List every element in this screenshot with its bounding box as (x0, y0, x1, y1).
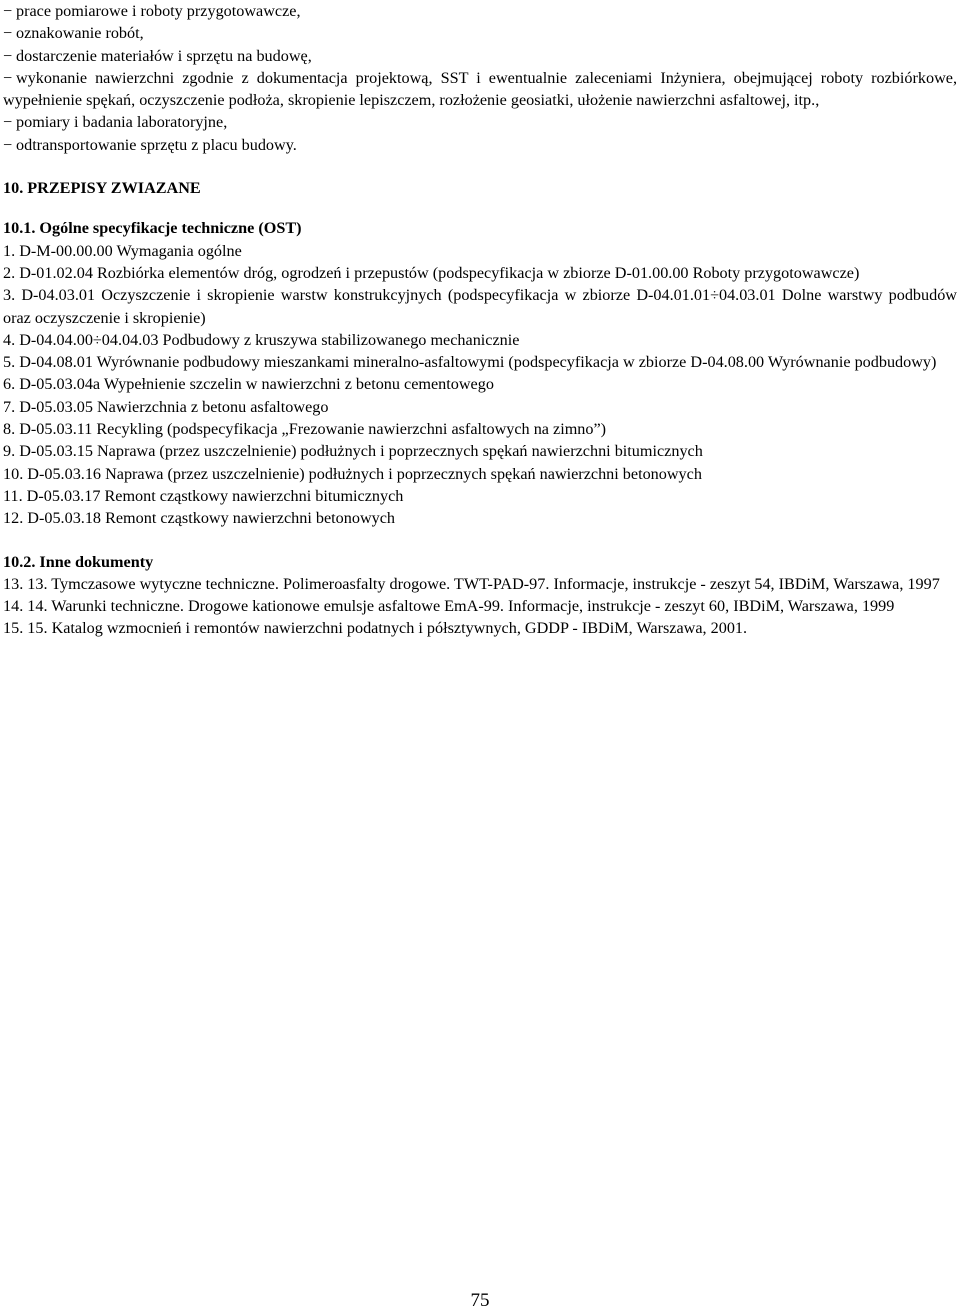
list-item (3, 67, 957, 112)
list-item (3, 111, 957, 133)
list-item (3, 45, 957, 67)
list-item-text: odtransportowanie sprzętu z placu budowy. (16, 135, 297, 154)
reference-item: 10. D-05.03.16 Naprawa (przez uszczelnienie) podłużnych i poprzecznych spękań nawierzchni betonowych (3, 464, 702, 483)
list-item-text: oznakowanie robót, (16, 24, 144, 43)
list-item-text: wykonanie nawierzchni zgodnie z dokumentacja projektową, SST i ewentualnie zaleceniami Inżyniera, obejmującej roboty rozbiórkowe, wypełnienie spękań, oczyszczenie podłoża, skropienie lepiszczem, rozłożenie geosiatki, ułożenie nawierzchni asfaltowej, itp., (3, 68, 957, 110)
reference-item: 7. D-05.03.05 Nawierzchnia z betonu asfaltowego (3, 397, 329, 416)
list-item-text: prace pomiarowe i roboty przygotowawcze, (16, 2, 301, 20)
reference-item: 6. D-05.03.04a Wypełnienie szczelin w nawierzchni z betonu cementowego (3, 375, 494, 394)
reference-item: 14. 14. Warunki techniczne. Drogowe kationowe emulsje asfaltowe EmA-99. Informacje, instrukcje - zeszyt 60, IBDiM, Warszawa, 1999 (3, 597, 895, 616)
reference-item: 2. D-01.02.04 Rozbiórka elementów dróg, ogrodzeń i przepustów (podspecyfikacja w zbiorze D-01.00.00 Roboty przygotowawcze) (3, 263, 860, 282)
reference-item: 4. D-04.04.00÷04.04.03 Podbudowy z kruszywa stabilizowanego mechanicznie (3, 330, 520, 349)
list-item (3, 22, 957, 44)
subsection-heading-other-documents: 10.2. Inne dokumenty (3, 552, 154, 571)
document-page (3, 0, 957, 640)
dash-marker: − (3, 113, 13, 132)
reference-item: 13. 13. Tymczasowe wytyczne techniczne. Polimeroasfalty drogowe. TWT-PAD-97. Informacje, instrukcje - zeszyt 54, IBDiM, Warszawa, 1997 (3, 574, 940, 593)
dash-marker: − (3, 135, 13, 154)
ost-reference-list (3, 240, 957, 530)
reference-item: 15. 15. Katalog wzmocnień i remontów nawierzchni podatnych i półsztywnych, GDDP - IBDiM, Warszawa, 2001. (3, 619, 748, 638)
list-item-text: pomiary i badania laboratoryjne, (16, 113, 228, 132)
reference-item: 8. D-05.03.11 Recykling (podspecyfikacja „Frezowanie nawierzchni asfaltowych na zimno”) (3, 420, 607, 439)
reference-item: 9. D-05.03.15 Naprawa (przez uszczelnienie) podłużnych i poprzecznych spękań nawierzchni bitumicznych (3, 442, 703, 461)
subsection-heading-ost: 10.1. Ogólne specyfikacje techniczne (OST) (3, 219, 302, 238)
other-documents-list (3, 573, 957, 640)
reference-item: 11. D-05.03.17 Remont cząstkowy nawierzchni bitumicznych (3, 486, 404, 505)
dash-marker: − (3, 2, 13, 20)
page-number: 75 (470, 1290, 490, 1311)
works-scope-list (3, 0, 957, 156)
reference-item: 5. D-04.08.01 Wyrównanie podbudowy mieszankami mineralno-asfaltowymi (podspecyfikacja w zbiorze D-04.08.00 Wyrównanie podbudowy) (3, 353, 937, 372)
reference-item: 3. D-04.03.01 Oczyszczenie i skropienie warstw konstrukcyjnych (podspecyfikacja w zbiorze D-04.01.01÷04.03.01 Dolne warstwy podbudów oraz oczyszczenie i skropienie) (3, 286, 957, 327)
section-heading: 10. PRZEPISY ZWIAZANE (3, 179, 201, 198)
dash-marker: − (3, 46, 13, 65)
reference-item: 1. D-M-00.00.00 Wymagania ogólne (3, 241, 242, 260)
list-item (3, 134, 957, 156)
list-item-text: dostarczenie materiałów i sprzętu na budowę, (16, 46, 312, 65)
reference-item: 12. D-05.03.18 Remont cząstkowy nawierzchni betonowych (3, 509, 396, 528)
dash-marker: − (3, 24, 13, 43)
dash-marker: − (3, 68, 13, 87)
list-item (3, 0, 957, 22)
